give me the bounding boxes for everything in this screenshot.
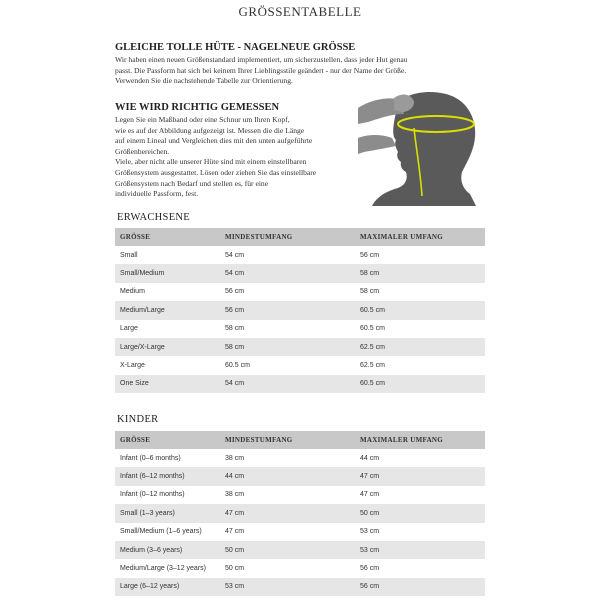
max-cell: 53 cm — [360, 528, 380, 536]
size-cell: Infant (0–6 months) — [120, 454, 181, 462]
size-cell: Small/Medium (1–6 years) — [120, 528, 202, 536]
size-cell: Small — [120, 251, 138, 259]
column-header-min: MINDESTUMFANG — [220, 228, 355, 246]
table-row — [115, 338, 485, 356]
table-row — [115, 320, 485, 338]
size-cell: Small/Medium — [115, 264, 220, 282]
max-cell: 56 cm — [360, 565, 380, 573]
measure-line: Größensystem ausgestattet. Lösen oder ziehen Sie das einstellbare — [115, 167, 317, 177]
min-cell: 50 cm — [220, 541, 355, 559]
measure-line: Größenbereichen. — [115, 146, 170, 156]
size-cell: Medium/Large — [115, 301, 220, 319]
table-row — [115, 449, 485, 467]
table-row — [115, 578, 485, 596]
size-cell: Medium (3–6 years) — [115, 541, 220, 559]
min-cell: 38 cm — [225, 454, 245, 462]
min-cell: 54 cm — [225, 251, 245, 259]
max-cell: 50 cm — [355, 504, 485, 522]
column-header-max: MAXIMALER UMFANG — [355, 431, 485, 449]
size-cell: Medium — [120, 288, 145, 296]
min-cell: 56 cm — [220, 301, 355, 319]
size-cell: Large (6–12 years) — [115, 578, 220, 596]
table-row — [115, 541, 485, 559]
min-cell: 44 cm — [220, 467, 355, 485]
max-cell: 62.5 cm — [360, 362, 385, 370]
intro-line: Wir haben einen neuen Größenstandard implementiert, um sicherzustellen, dass jeder Hut genau — [115, 55, 408, 64]
size-cell: X-Large — [120, 362, 145, 370]
column-header-max: MAXIMALER UMFANG — [355, 228, 485, 246]
size-cell: Large — [120, 325, 138, 333]
intro-text — [115, 55, 408, 87]
max-cell: 60.5 cm — [360, 325, 385, 333]
max-cell: 60.5 cm — [355, 301, 485, 319]
max-cell: 56 cm — [360, 251, 380, 259]
table-row — [115, 467, 485, 485]
intro-line: Verwenden Sie die nachstehende Tabelle zur Orientierung. — [115, 76, 293, 86]
max-cell: 47 cm — [355, 467, 485, 485]
measure-line: Legen Sie ein Maßband oder eine Schnur um Ihren Kopf, — [115, 115, 290, 124]
column-header-size: GRÖSSE — [115, 228, 220, 246]
intro-line: passt. Die Passform hat sich bei keinem Ihrer Lieblingsstile geändert - nur der Name der Größe. — [115, 65, 407, 75]
table-row — [115, 264, 485, 282]
size-cell: One Size — [115, 375, 220, 393]
kids-size-table — [115, 431, 485, 596]
head-measure-illustration-icon — [358, 88, 486, 206]
max-cell: 58 cm — [355, 264, 485, 282]
min-cell: 38 cm — [225, 491, 245, 499]
measure-line: wie es auf der Abbildung aufgezeigt ist. Messen die die Länge — [115, 125, 305, 135]
table-row — [115, 523, 485, 541]
size-cell: Large/X-Large — [115, 338, 220, 356]
size-cell: Medium/Large (3–12 years) — [120, 565, 206, 573]
table-row — [115, 486, 485, 504]
table-row — [115, 504, 485, 522]
column-header-min: MINDESTUMFANG — [220, 431, 355, 449]
measure-heading: WIE WIRD RICHTIG GEMESSEN — [115, 102, 280, 113]
page-title: GRÖSSENTABELLE — [238, 4, 362, 19]
table-row — [115, 283, 485, 301]
measure-line: Größensystem nach Bedarf und stellen es, für eine — [115, 178, 269, 188]
measure-line: individuelle Passform, fest. — [115, 189, 199, 199]
table-row — [115, 301, 485, 319]
max-cell: 62.5 cm — [355, 338, 485, 356]
kids-label: KINDER — [117, 414, 159, 425]
measure-line: Viele, aber nicht alle unserer Hüte sind mit einem einstellbaren — [115, 157, 307, 167]
min-cell: 50 cm — [225, 565, 245, 573]
min-cell: 54 cm — [220, 375, 355, 393]
table-row — [115, 375, 485, 393]
max-cell: 58 cm — [360, 288, 380, 296]
max-cell: 53 cm — [355, 541, 485, 559]
min-cell: 56 cm — [225, 288, 245, 296]
min-cell: 47 cm — [225, 528, 245, 536]
max-cell: 47 cm — [360, 491, 380, 499]
table-row — [115, 246, 485, 264]
size-cell: Infant (0–12 months) — [120, 491, 185, 499]
max-cell: 44 cm — [360, 454, 380, 462]
measure-line: auf einem Lineal und Vergleichen dies mit den unten aufgeführte — [115, 136, 313, 146]
intro-heading: GLEICHE TOLLE HÜTE - NAGELNEUE GRÖSSE — [115, 42, 356, 53]
min-cell: 54 cm — [220, 264, 355, 282]
min-cell: 58 cm — [225, 325, 245, 333]
min-cell: 60.5 cm — [225, 362, 250, 370]
min-cell: 53 cm — [220, 578, 355, 596]
table-row — [115, 356, 485, 374]
size-cell: Small (1–3 years) — [115, 504, 220, 522]
adults-label: ERWACHSENE — [117, 212, 191, 223]
column-header-size: GRÖSSE — [115, 431, 220, 449]
min-cell: 58 cm — [220, 338, 355, 356]
measure-text — [115, 115, 316, 200]
max-cell: 60.5 cm — [355, 375, 485, 393]
table-row — [115, 559, 485, 577]
size-cell: Infant (6–12 months) — [115, 467, 220, 485]
adults-size-table — [115, 228, 485, 393]
max-cell: 56 cm — [355, 578, 485, 596]
min-cell: 47 cm — [220, 504, 355, 522]
